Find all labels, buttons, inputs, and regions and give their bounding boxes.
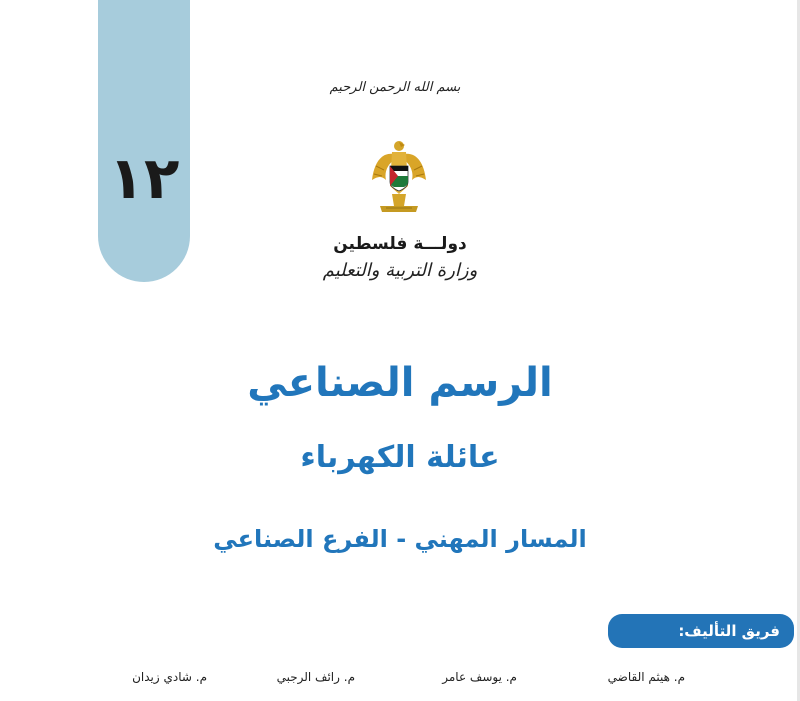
author-name: م. يوسف عامر bbox=[442, 670, 517, 684]
basmala: بسم الله الرحمن الرحيم bbox=[329, 80, 461, 95]
author-name: م. شادي زيدان bbox=[132, 670, 207, 684]
palestine-eagle-emblem-icon bbox=[368, 136, 430, 222]
education-track: المسار المهني - الفرع الصناعي bbox=[213, 525, 587, 553]
grade-number: ١٢ bbox=[108, 144, 180, 212]
authoring-team-label: فريق التأليف: bbox=[608, 614, 794, 648]
book-subtitle: عائلة الكهرباء bbox=[300, 440, 500, 475]
state-name: دولـــة فلسطين bbox=[333, 234, 467, 254]
book-title: الرسم الصناعي bbox=[247, 360, 553, 406]
author-name: م. هيثم القاضي bbox=[607, 670, 685, 684]
author-name: م. رائف الرجبي bbox=[276, 670, 355, 684]
ministry-name: وزارة التربية والتعليم bbox=[322, 260, 478, 281]
